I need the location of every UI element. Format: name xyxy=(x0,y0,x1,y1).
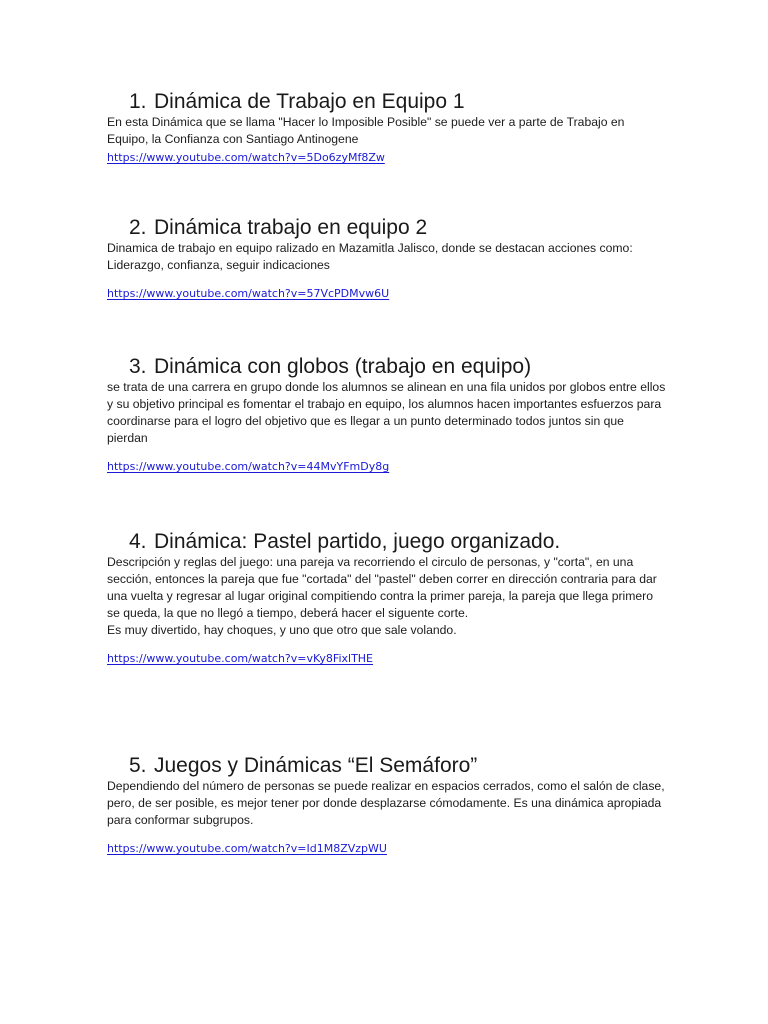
section-3 xyxy=(107,355,667,475)
section-2-paragraph-1: Dinamica de trabajo en equipo ralizado en Mazamitla Jalisco, donde se destacan acciones como: Liderazgo, confianza, seguir indicaciones xyxy=(107,241,633,272)
section-2-video-link[interactable]: https://www.youtube.com/watch?v=57VcPDMvw6U xyxy=(107,287,390,300)
section-5-number: 5. xyxy=(129,754,147,777)
section-1-video-link[interactable]: https://www.youtube.com/watch?v=5Do6zyMf8Zw xyxy=(107,151,385,164)
section-3-video-link[interactable]: https://www.youtube.com/watch?v=44MvYFmDy8g xyxy=(107,460,390,473)
section-4-number: 4. xyxy=(129,530,147,553)
section-3-title: Dinámica con globos (trabajo en equipo) xyxy=(154,355,532,378)
section-4-video-link[interactable]: https://www.youtube.com/watch?v=vKy8FixlTHE xyxy=(107,652,374,665)
section-4-paragraph-1: Descripción y reglas del juego: una pareja va recorriendo el circulo de personas, y "corta", en una sección, entonces la pareja que fue "cortada" del "pastel" deben correr en dirección contraria para dar una vuelta y regresar al lugar original compitiendo contra la primer pareja, la pareja que llega primero se queda, la que no llegó a tiempo, deberá hacer el siguente corte. xyxy=(107,555,657,620)
section-5 xyxy=(107,754,667,857)
section-4-paragraph-2: Es muy divertido, hay choques, y uno que otro que sale volando. xyxy=(107,623,457,637)
section-1-paragraph-1: En esta Dinámica que se llama "Hacer lo Imposible Posible" se puede ver a parte de Trabajo en Equipo, la Confianza con Santiago Antinogene xyxy=(107,115,625,146)
section-4-heading xyxy=(129,530,667,554)
section-2 xyxy=(107,216,667,302)
section-2-description xyxy=(107,240,667,274)
section-5-paragraph-1: Dependiendo del número de personas se puede realizar en espacios cerrados, como el salón de clase, pero, de ser posible, es mejor tener por donde desplazarse cómodamente. Es una dinámica apropiada para conformar subgrupos. xyxy=(107,779,665,827)
section-4-description xyxy=(107,554,667,639)
section-4 xyxy=(107,530,667,667)
section-1-number: 1. xyxy=(129,90,147,113)
section-3-description xyxy=(107,379,667,447)
section-4-title: Dinámica: Pastel partido, juego organizado. xyxy=(154,530,561,553)
section-5-description xyxy=(107,778,667,829)
section-2-title: Dinámica trabajo en equipo 2 xyxy=(154,216,428,239)
section-3-heading xyxy=(129,355,667,379)
section-5-title: Juegos y Dinámicas “El Semáforo” xyxy=(154,754,478,777)
section-2-heading xyxy=(129,216,667,240)
section-1-description xyxy=(107,114,667,148)
section-3-number: 3. xyxy=(129,355,147,378)
section-1-title: Dinámica de Trabajo en Equipo 1 xyxy=(154,90,465,113)
section-1 xyxy=(107,90,667,166)
section-1-heading xyxy=(129,90,667,114)
section-2-number: 2. xyxy=(129,216,147,239)
section-5-heading xyxy=(129,754,667,778)
section-5-video-link[interactable]: https://www.youtube.com/watch?v=Id1M8ZVzpWU xyxy=(107,842,387,855)
section-3-paragraph-1: se trata de una carrera en grupo donde los alumnos se alinean en una fila unidos por globos entre ellos y su objetivo principal es fomentar el trabajo en equipo, los alumnos hacen importantes esfuerzos para coordinarse para el logro del objetivo que es llegar a un punto determinado todos juntos sin que pierdan xyxy=(107,380,666,445)
